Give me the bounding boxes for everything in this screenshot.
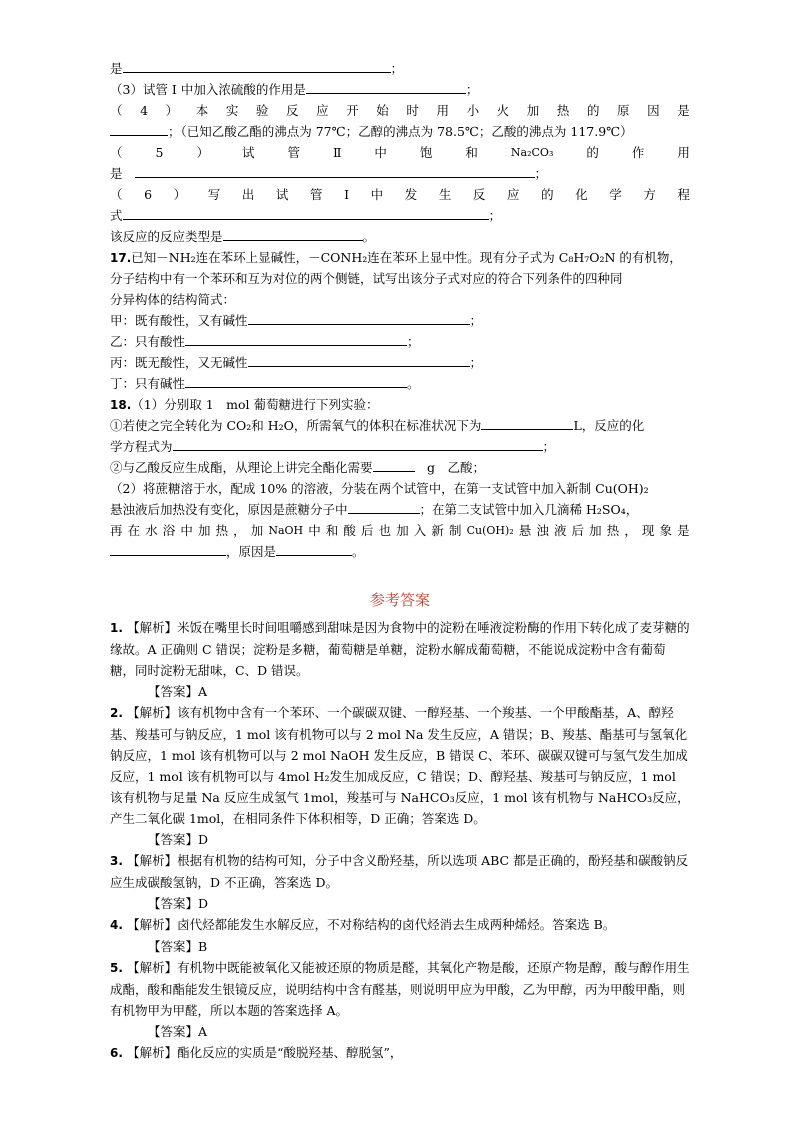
glyph: 加 (526, 103, 540, 118)
q18-c4: ，原因是 。 (110, 541, 690, 562)
answer-item (110, 850, 690, 914)
glyph: 方 (643, 187, 656, 202)
glyph: 因 (647, 103, 660, 118)
glyph: （ (110, 187, 123, 202)
glyph: 加 (197, 523, 211, 538)
analysis-paragraph (110, 850, 690, 893)
glyph: 热 (556, 103, 570, 118)
glyph: 用 (436, 103, 449, 118)
glyph: 本 (195, 103, 209, 118)
answers-list (110, 617, 690, 1064)
glyph: 中 (374, 145, 387, 160)
glyph: 作 (631, 145, 645, 160)
glyph: 再 (110, 523, 123, 538)
glyph: 也 (378, 523, 392, 538)
glyph: 和 (325, 523, 339, 538)
q18-c1: （2）将蔗糖溶于水，配成 10% 的溶液，分装在两个试管中，在第一支试管中加入新制 Cu(OH)₂ (110, 481, 649, 496)
glyph: 写 (207, 187, 221, 202)
answer-blank[interactable] (123, 58, 391, 73)
glyph: 反 (286, 103, 299, 118)
glyph: 在 (127, 523, 141, 538)
analysis-tag: 【解析】 (127, 917, 178, 932)
q4-line (110, 100, 690, 121)
glyph: （ (110, 103, 123, 118)
glyph: 管 (310, 187, 323, 202)
answer-blank[interactable] (248, 310, 470, 325)
glyph: 用 (677, 145, 690, 160)
analysis-text: 酯化反应的实质是“酸脱羟基、醇脱氢”， (177, 1045, 403, 1060)
analysis-tag: 【解析】 (127, 620, 178, 635)
q17-line1: 17.已知－NH₂连在苯环上显碱性，－CONH₂连在苯环上显中性。现有分子式为 C₈H₇O₂N 的有机物， (110, 250, 682, 265)
analysis-paragraph (110, 702, 690, 829)
q17-bing: 丙：既无酸性，又无碱性 ； (110, 352, 690, 373)
answers-title: 参考答案 (369, 591, 430, 609)
glyph: NaOH (268, 524, 304, 537)
answer-blank[interactable] (185, 331, 407, 346)
answer-blank[interactable] (306, 79, 466, 94)
glyph: 新 (431, 523, 444, 538)
glyph: 水 (145, 523, 158, 538)
glyph: 学 (609, 187, 622, 202)
q6-line2: 式 ； (110, 205, 690, 226)
glyph: 开 (346, 103, 359, 118)
analysis-tag: 【解析】 (127, 705, 178, 720)
answer-blank[interactable] (481, 415, 573, 430)
glyph: 中 (180, 523, 193, 538)
analysis-text: 该有机物中含有一个苯环、一个碳碳双键、一醇羟基、一个羧基、一个甲酸酯基，A、醇羟基、羧基可与钠反应，1 mol 该有机物可以与 2 mol Na 发生反应，A 错误；B、羧基、酯基可与氢氧化钠反应，1 mol 该有机物可以与 2 mol NaOH 发生反应，B 错误 C、苯环、碳碳双键可与氢气发生加成反应，1 mol 该有机物可以与 4mol H₂发生加成反应，C 错误；D、醇羟基、羧基可与钠反应，1 mol 该有机物与足量 Na 反应生成氢气 1mol，羧基可与 NaHCO₃反应，1 mol 该有机物与 NaHCO₃反应，产生二氧化碳 1mol，在相同条件下体积相等，D 正确；答案选 D。 (110, 705, 690, 826)
q17-jia: 甲：既有酸性，又有碱性 ； (110, 310, 690, 331)
item-number: 2. (110, 706, 128, 720)
q18-line1: 18.（1）分别取 1 mol 葡萄糖进行下列实验： (110, 397, 379, 412)
glyph: 中 (370, 187, 384, 202)
analysis-tag: 【解析】 (127, 1045, 178, 1060)
glyph: 饱 (419, 145, 433, 160)
answer-value: A (198, 1024, 208, 1039)
answer-blank[interactable] (173, 436, 543, 451)
glyph: 管 (287, 145, 300, 160)
glyph: 的 (586, 145, 599, 160)
answer-value: B (198, 939, 208, 954)
answer-blank[interactable] (110, 121, 168, 136)
item-number: 1. (110, 621, 128, 635)
q18-b1: ②与乙酸反应生成酯，从理论上讲完全酯化需要 g 乙酸； (110, 457, 690, 478)
glyph: 是 (677, 103, 690, 118)
answer-value: A (198, 684, 208, 699)
answer-value: D (198, 832, 209, 847)
q3-line: （3）试管 I 中加入浓硫酸的作用是 ； (110, 79, 690, 100)
glyph: 实 (225, 103, 239, 118)
analysis-paragraph (110, 957, 690, 1021)
item-number: 6. (110, 1046, 128, 1060)
glyph: 始 (376, 103, 389, 118)
glyph: 的 (541, 187, 554, 202)
glyph: 热 (215, 523, 229, 538)
q2-continuation-line: 是 ； (110, 58, 690, 79)
glyph: 入 (413, 523, 427, 538)
glyph: 时 (406, 103, 419, 118)
glyph: 热 (606, 523, 620, 538)
glyph: 酸 (343, 523, 356, 538)
answer-line: 【答案】B (148, 939, 208, 954)
text-shi: 是 (110, 61, 123, 76)
q4-note-line: ；（已知乙酸乙酯的沸点为 77℃；乙醇的沸点为 78.5℃；乙酸的沸点为 117.9℃） (110, 121, 690, 142)
glyph: 悬 (518, 523, 532, 538)
glyph: 后 (361, 523, 374, 538)
analysis-text: 根据有机物的结构可知，分子中含义酚羟基，所以选项 ABC 都是正确的，酚羟基和碳酸钠反应生成碳酸氢钠，D 不正确，答案选 D。 (110, 853, 689, 890)
q18-a2: 学方程式为 ； (110, 436, 690, 457)
glyph: 加 (250, 523, 264, 538)
glyph: 浴 (162, 523, 176, 538)
q6-type-line: 该反应的反应类型是 。 (110, 226, 690, 247)
answer-blank[interactable] (276, 541, 352, 556)
answer-value: D (198, 896, 209, 911)
answer-blank[interactable] (373, 457, 415, 472)
glyph: 的 (586, 103, 600, 118)
glyph: 小 (466, 103, 480, 118)
q5-line2: 是 ； (110, 163, 690, 184)
glyph: 加 (396, 523, 409, 538)
analysis-paragraph (110, 617, 690, 681)
q18-c2: 悬浊液后加热没有变化，原因是蔗糖分子中 ；在第二支试管中加入几滴稀 H₂SO₄， (110, 499, 690, 520)
answer-line: 【答案】D (148, 832, 209, 847)
glyph: 制 (448, 523, 462, 538)
q18-a1: ①若使之完全转化为 CO₂和 H₂O，所需氧气的体积在标准状况下为 L，反应的化 (110, 415, 690, 436)
q17-ding: 丁：只有碱性 。 (110, 373, 690, 394)
analysis-tag: 【解析】 (127, 853, 178, 868)
glyph: 和 (465, 145, 478, 160)
glyph: 火 (496, 103, 510, 118)
answer-item (110, 1042, 690, 1064)
glyph: 出 (241, 187, 255, 202)
glyph: 6 (144, 187, 153, 202)
glyph: 验 (255, 103, 269, 118)
glyph: 是 (677, 523, 690, 538)
analysis-paragraph (110, 914, 690, 936)
q17-line2: 分子结构中有一个苯环和互为对位的两个侧链，试写出该分子式对应的符合下列条件的四种同 (110, 271, 623, 286)
answer-item (110, 617, 690, 702)
answer-blank[interactable] (135, 163, 535, 178)
answer-item (110, 702, 690, 850)
answer-line: 【答案】A (148, 684, 208, 699)
glyph: 应 (507, 187, 520, 202)
answer-item (110, 957, 690, 1042)
answer-blank[interactable] (223, 226, 363, 241)
q18-c3 (110, 520, 690, 541)
glyph: Ⅱ (332, 145, 342, 160)
glyph: Ⅰ (344, 187, 350, 202)
answer-blank[interactable] (185, 373, 407, 388)
glyph: 5 (155, 145, 164, 160)
analysis-text: 卤代烃都能发生水解反应，不对称结构的卤代烃消去生成两种烯烃。答案选 B。 (177, 917, 616, 932)
glyph: 浊 (536, 523, 549, 538)
answer-item (110, 914, 690, 957)
analysis-text: 米饭在嘴里长时间咀嚼感到甜味是因为食物中的淀粉在唾液淀粉酶的作用下转化成了麦芽糖的缘故。A 正确则 C 错误；淀粉是多糖，葡萄糖是单糖，淀粉水解成葡萄糖，不能说成淀粉中含有葡萄糖，同时淀粉无甜味，C、D 错误。 (110, 620, 690, 678)
glyph: Cu(OH)₂ (466, 524, 514, 537)
analysis-text: 有机物中既能被氧化又能被还原的物质是醛，其氧化产物是酸，还原产物是醇，酸与醇作用生成酯，酸和酯能发生银镜反应，说明结构中含有醛基，则说明甲应为甲酸，乙为甲醇，丙为甲酸甲酯，则有机物甲为甲醛，所以本题的答案选择 A。 (110, 960, 690, 1018)
glyph: 原 (617, 103, 630, 118)
glyph: 液 (553, 523, 567, 538)
q17-yi: 乙：只有酸性 ； (110, 331, 690, 352)
glyph: ） (165, 103, 179, 118)
item-number: 4. (110, 918, 128, 932)
q5-line (110, 142, 690, 163)
glyph: 试 (275, 187, 289, 202)
answer-line: 【答案】A (148, 1024, 208, 1039)
glyph: 现 (641, 523, 655, 538)
glyph: 试 (241, 145, 255, 160)
glyph: ） (196, 145, 209, 160)
analysis-paragraph (110, 1042, 690, 1064)
glyph: 发 (404, 187, 418, 202)
glyph: ， (233, 523, 246, 538)
glyph: ， (624, 523, 637, 538)
glyph: （ (110, 145, 123, 160)
glyph: 化 (575, 187, 588, 202)
glyph: 中 (308, 523, 321, 538)
glyph: ） (173, 187, 187, 202)
glyph: 程 (677, 187, 690, 202)
glyph: Na₂CO₃ (510, 146, 554, 159)
glyph: 生 (438, 187, 452, 202)
answer-blank[interactable] (110, 541, 226, 556)
q17-line3: 分异构体的结构简式： (110, 292, 236, 307)
glyph: 应 (316, 103, 329, 118)
q6-line (110, 184, 690, 205)
document-page (110, 58, 690, 1064)
glyph: 4 (140, 103, 149, 118)
analysis-tag: 【解析】 (127, 960, 178, 975)
answer-blank[interactable] (348, 499, 420, 514)
item-number: 3. (110, 854, 128, 868)
answer-line: 【答案】D (148, 896, 209, 911)
glyph: 象 (659, 523, 673, 538)
glyph: 后 (571, 523, 585, 538)
answer-blank[interactable] (248, 352, 470, 367)
item-number: 5. (110, 961, 128, 975)
glyph: 加 (589, 523, 602, 538)
answer-blank[interactable] (123, 205, 489, 220)
glyph: 反 (472, 187, 486, 202)
